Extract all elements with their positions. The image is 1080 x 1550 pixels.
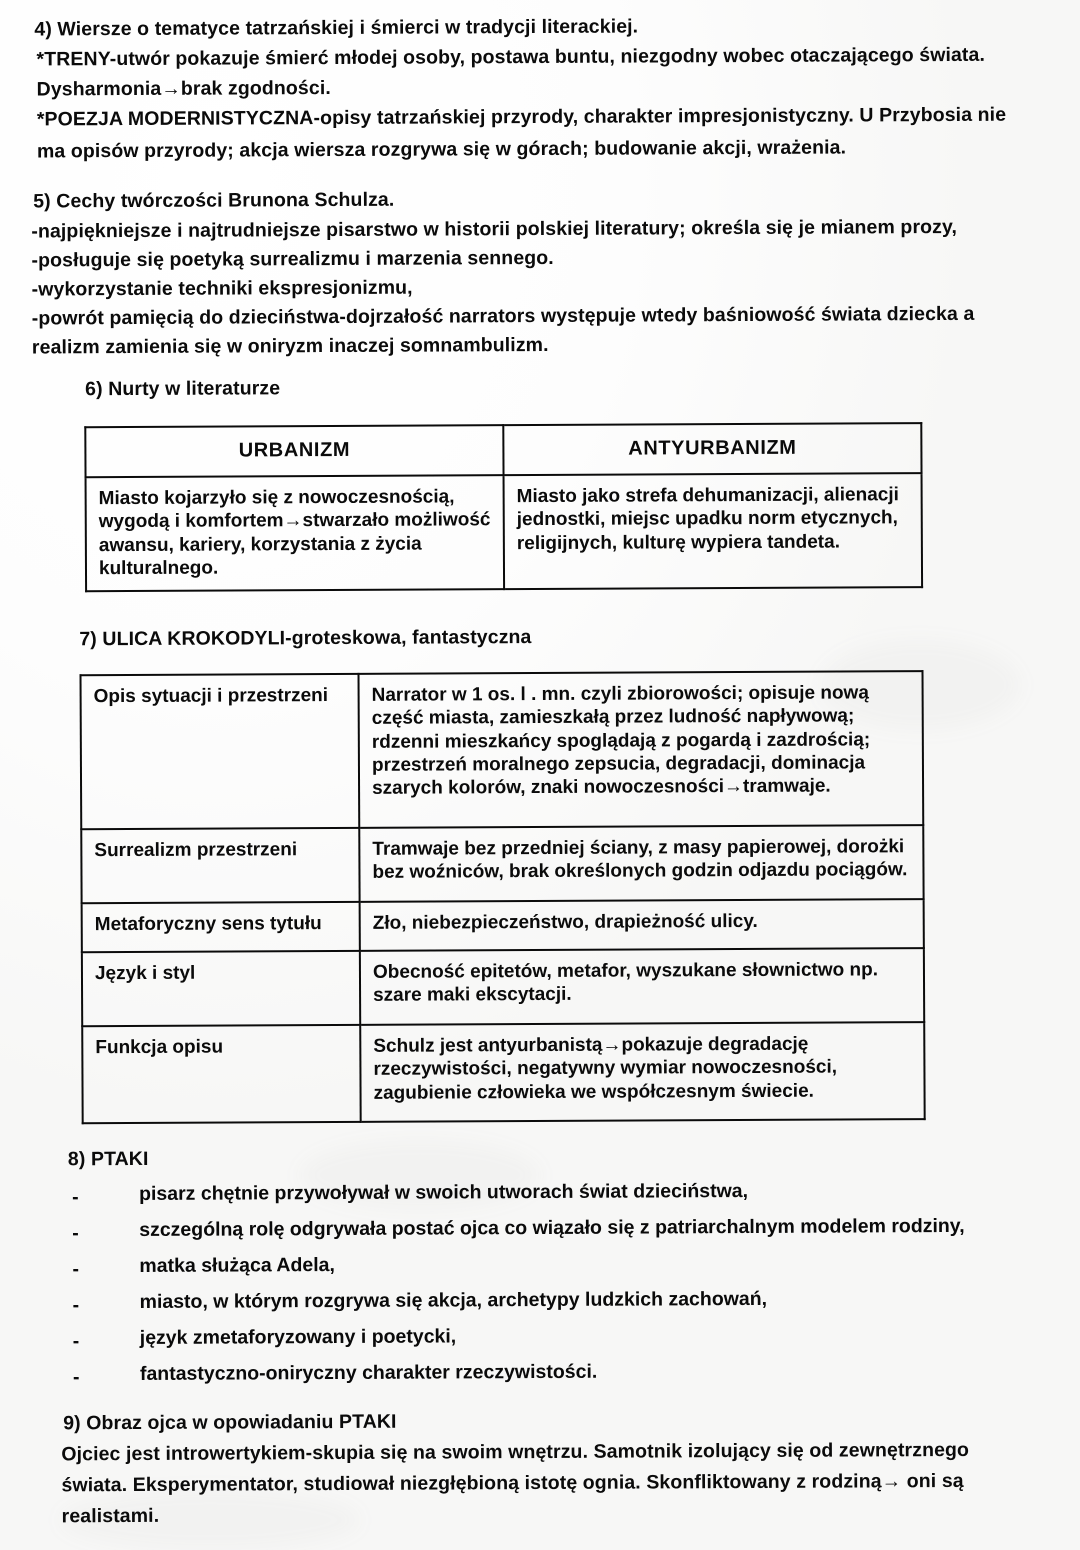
- section-5-line-3: -wykorzystanie techniki ekspresjonizmu,: [31, 276, 413, 301]
- list-item: szczególną rolę odgrywała postać ojca co wiązało się z patriarchalnym modelem rodziny,: [139, 1214, 965, 1241]
- row-label-cell: [82, 902, 360, 952]
- content-line: szarych kolorów, znaki nowoczesności→tramwaje.: [372, 776, 831, 800]
- list-item: matka służąca Adela,: [139, 1254, 335, 1277]
- table-row: [82, 1022, 924, 1123]
- row-label-cell: [81, 674, 360, 829]
- row-label-cell: [81, 828, 359, 903]
- section-9-line-1: Ojciec jest introwertykiem-skupia się na swoim wnętrzu. Samotnik izolujący się od zewnętrznego: [61, 1438, 970, 1466]
- row-label: Opis sytuacji i przestrzeni: [93, 685, 329, 708]
- section-4-line-3: *POEZJA MODERNISTYCZNA-opisy tatrzańskiej przyrody, charakter impresjonistyczny. U Przybosia nie: [36, 103, 1007, 131]
- row-content-cell: [360, 948, 924, 1025]
- section-4-heading: 4) Wiersze o tematyce tatrzańskiej i śmierci w tradycji literackiej.: [34, 15, 639, 41]
- urbanism-line: kulturalnego.: [98, 557, 219, 580]
- content-line: rzeczywistości, negatywny wymiar nowoczesności,: [373, 1056, 838, 1081]
- table-row: [82, 899, 924, 952]
- section-7-heading: 7) ULICA KROKODYLI-groteskowa, fantastyczna: [79, 626, 532, 651]
- antyurbanism-header-cell: [503, 423, 921, 475]
- table-row: [82, 948, 924, 1026]
- section-9-line-3: realistami.: [61, 1504, 160, 1528]
- content-line: zagubienie człowieka we współczesnym świecie.: [373, 1080, 814, 1104]
- section-8-heading: 8) PTAKI: [67, 1147, 149, 1171]
- urbanism-header-label: URBANIZM: [238, 438, 351, 462]
- content-line: bez woźniców, brak określonych godzin odjazdu pociągów.: [372, 859, 908, 884]
- section-6-heading: 6) Nurty w literaturze: [85, 377, 281, 401]
- row-label: Metaforyczny sens tytułu: [94, 913, 322, 936]
- list-item: miasto, w którym rozgrywa się akcja, archetypy ludzkich zachowań,: [139, 1287, 768, 1313]
- section-5-line-4: -powrót pamięcią do dzieciństwa-dojrzałość narrators występuje wtedy baśniowość świata dziecka a: [31, 302, 975, 330]
- urbanism-body-cell: [86, 475, 505, 591]
- section-5-line-2: -posługuje się poetyką surrealizmu i marzenia sennego.: [31, 246, 554, 272]
- section-5-line-5: realizm zamienia się w oniryzm inaczej somnambulizm.: [31, 333, 549, 359]
- antyurbanism-body-text: [505, 474, 921, 565]
- content-line: Schulz jest antyurbanistą→pokazuje degradację: [373, 1033, 809, 1057]
- row-content-cell: [360, 1022, 924, 1122]
- row-content: [361, 949, 923, 1017]
- row-content: [360, 826, 922, 894]
- urbanism-header-cell: [85, 425, 503, 477]
- content-line: Tramwaje bez przedniej ściany, z masy papierowej, dorożki: [372, 836, 905, 860]
- content-line: Obecność epitetów, metafor, wyszukane słownictwo np.: [372, 959, 879, 983]
- antyurbanism-line: jednostki, miejsc upadku norm etycznych,: [516, 507, 898, 531]
- row-content-cell: [359, 671, 924, 828]
- row-label-cell: [82, 1025, 360, 1123]
- list-item: pisarz chętnie przywoływał w swoich utworach świat dzieciństwa,: [138, 1179, 749, 1205]
- row-label: Język i styl: [94, 962, 196, 985]
- row-content-cell: [360, 899, 924, 951]
- row-label-cell: [82, 951, 360, 1026]
- ulica-krokodyli-table: [80, 670, 926, 1124]
- table-row: [81, 671, 924, 829]
- bullet-marker: -: [72, 1294, 80, 1317]
- content-line: szare maki ekscytacji.: [373, 984, 572, 1007]
- bullet-marker: -: [72, 1366, 80, 1389]
- row-label: Funkcja opisu: [95, 1036, 224, 1059]
- row-content: [360, 672, 923, 811]
- bullet-marker: -: [72, 1222, 79, 1245]
- section-4-line-2: Dysharmonia→brak zgodności.: [36, 77, 331, 101]
- bullet-marker: -: [72, 1258, 79, 1281]
- urbanism-body-text: [87, 476, 504, 590]
- section-9-heading: 9) Obraz ojca w opowiadaniu PTAKI: [63, 1410, 397, 1435]
- list-item: fantastyczno-oniryczny charakter rzeczywistości.: [139, 1360, 598, 1385]
- section-4-line-1: *TRENY-utwór pokazuje śmierć młodej osoby, postawa buntu, niezgodny wobec otaczającego świata.: [36, 43, 986, 71]
- row-content-cell: [359, 825, 923, 902]
- row-content: [361, 900, 923, 945]
- antyurbanism-body-cell: [504, 473, 923, 589]
- antyurbanism-header-label: ANTYURBANIZM: [628, 436, 797, 460]
- section-5-heading: 5) Cechy twórczości Brunona Schulza.: [33, 188, 395, 213]
- bullet-marker: -: [72, 1186, 79, 1209]
- content-line: rdzenni mieszkańcy spoglądają z pogardą i zazdrością;: [371, 729, 871, 753]
- urbanism-line: wygodą i komfortem→stwarzało możliwość: [98, 509, 491, 533]
- list-item: język zmetaforyzowany i poetycki,: [139, 1325, 457, 1349]
- antyurbanism-line: religijnych, kulturę wypiera tandeta.: [516, 531, 841, 554]
- content-line: część miasta, zamieszkałą przez ludność napływową;: [371, 705, 855, 730]
- section-9-line-2: świata. Eksperymentator, studiował niezgłębioną istotę ognia. Skonfliktowany z rodziną→ oni są: [61, 1469, 964, 1497]
- content-line: Narrator w 1 os. l . mn. czyli zbiorowości; opisuje nową: [371, 682, 869, 706]
- urbanism-line: awansu, kariery, korzystania z życia: [98, 533, 422, 556]
- row-label: Surrealizm przestrzeni: [94, 839, 298, 862]
- section-4-line-4: ma opisów przyrody; akcja wiersza rozgrywa się w górach; budowanie akcji, wrażenia.: [36, 136, 847, 163]
- content-line: Zło, niebezpieczeństwo, drapieżność ulicy.: [372, 910, 758, 934]
- table-row: [81, 825, 923, 903]
- table-row-header: [85, 423, 921, 477]
- row-content: [361, 1023, 923, 1115]
- bullet-marker: -: [72, 1330, 80, 1353]
- section-5-line-1: -najpiękniejsze i najtrudniejsze pisarstwo w historii polskiej literatury; określa się je mianem prozy,: [31, 215, 958, 243]
- urbanism-table: [84, 422, 923, 593]
- urbanism-line: Miasto kojarzyło się z nowoczesnością,: [98, 486, 455, 510]
- content-line: przestrzeń moralnego zepsucia, degradacji, dominacja: [371, 752, 866, 776]
- table-row-body: [86, 473, 923, 592]
- antyurbanism-line: Miasto jako strefa dehumanizacji, alienacji: [516, 484, 899, 508]
